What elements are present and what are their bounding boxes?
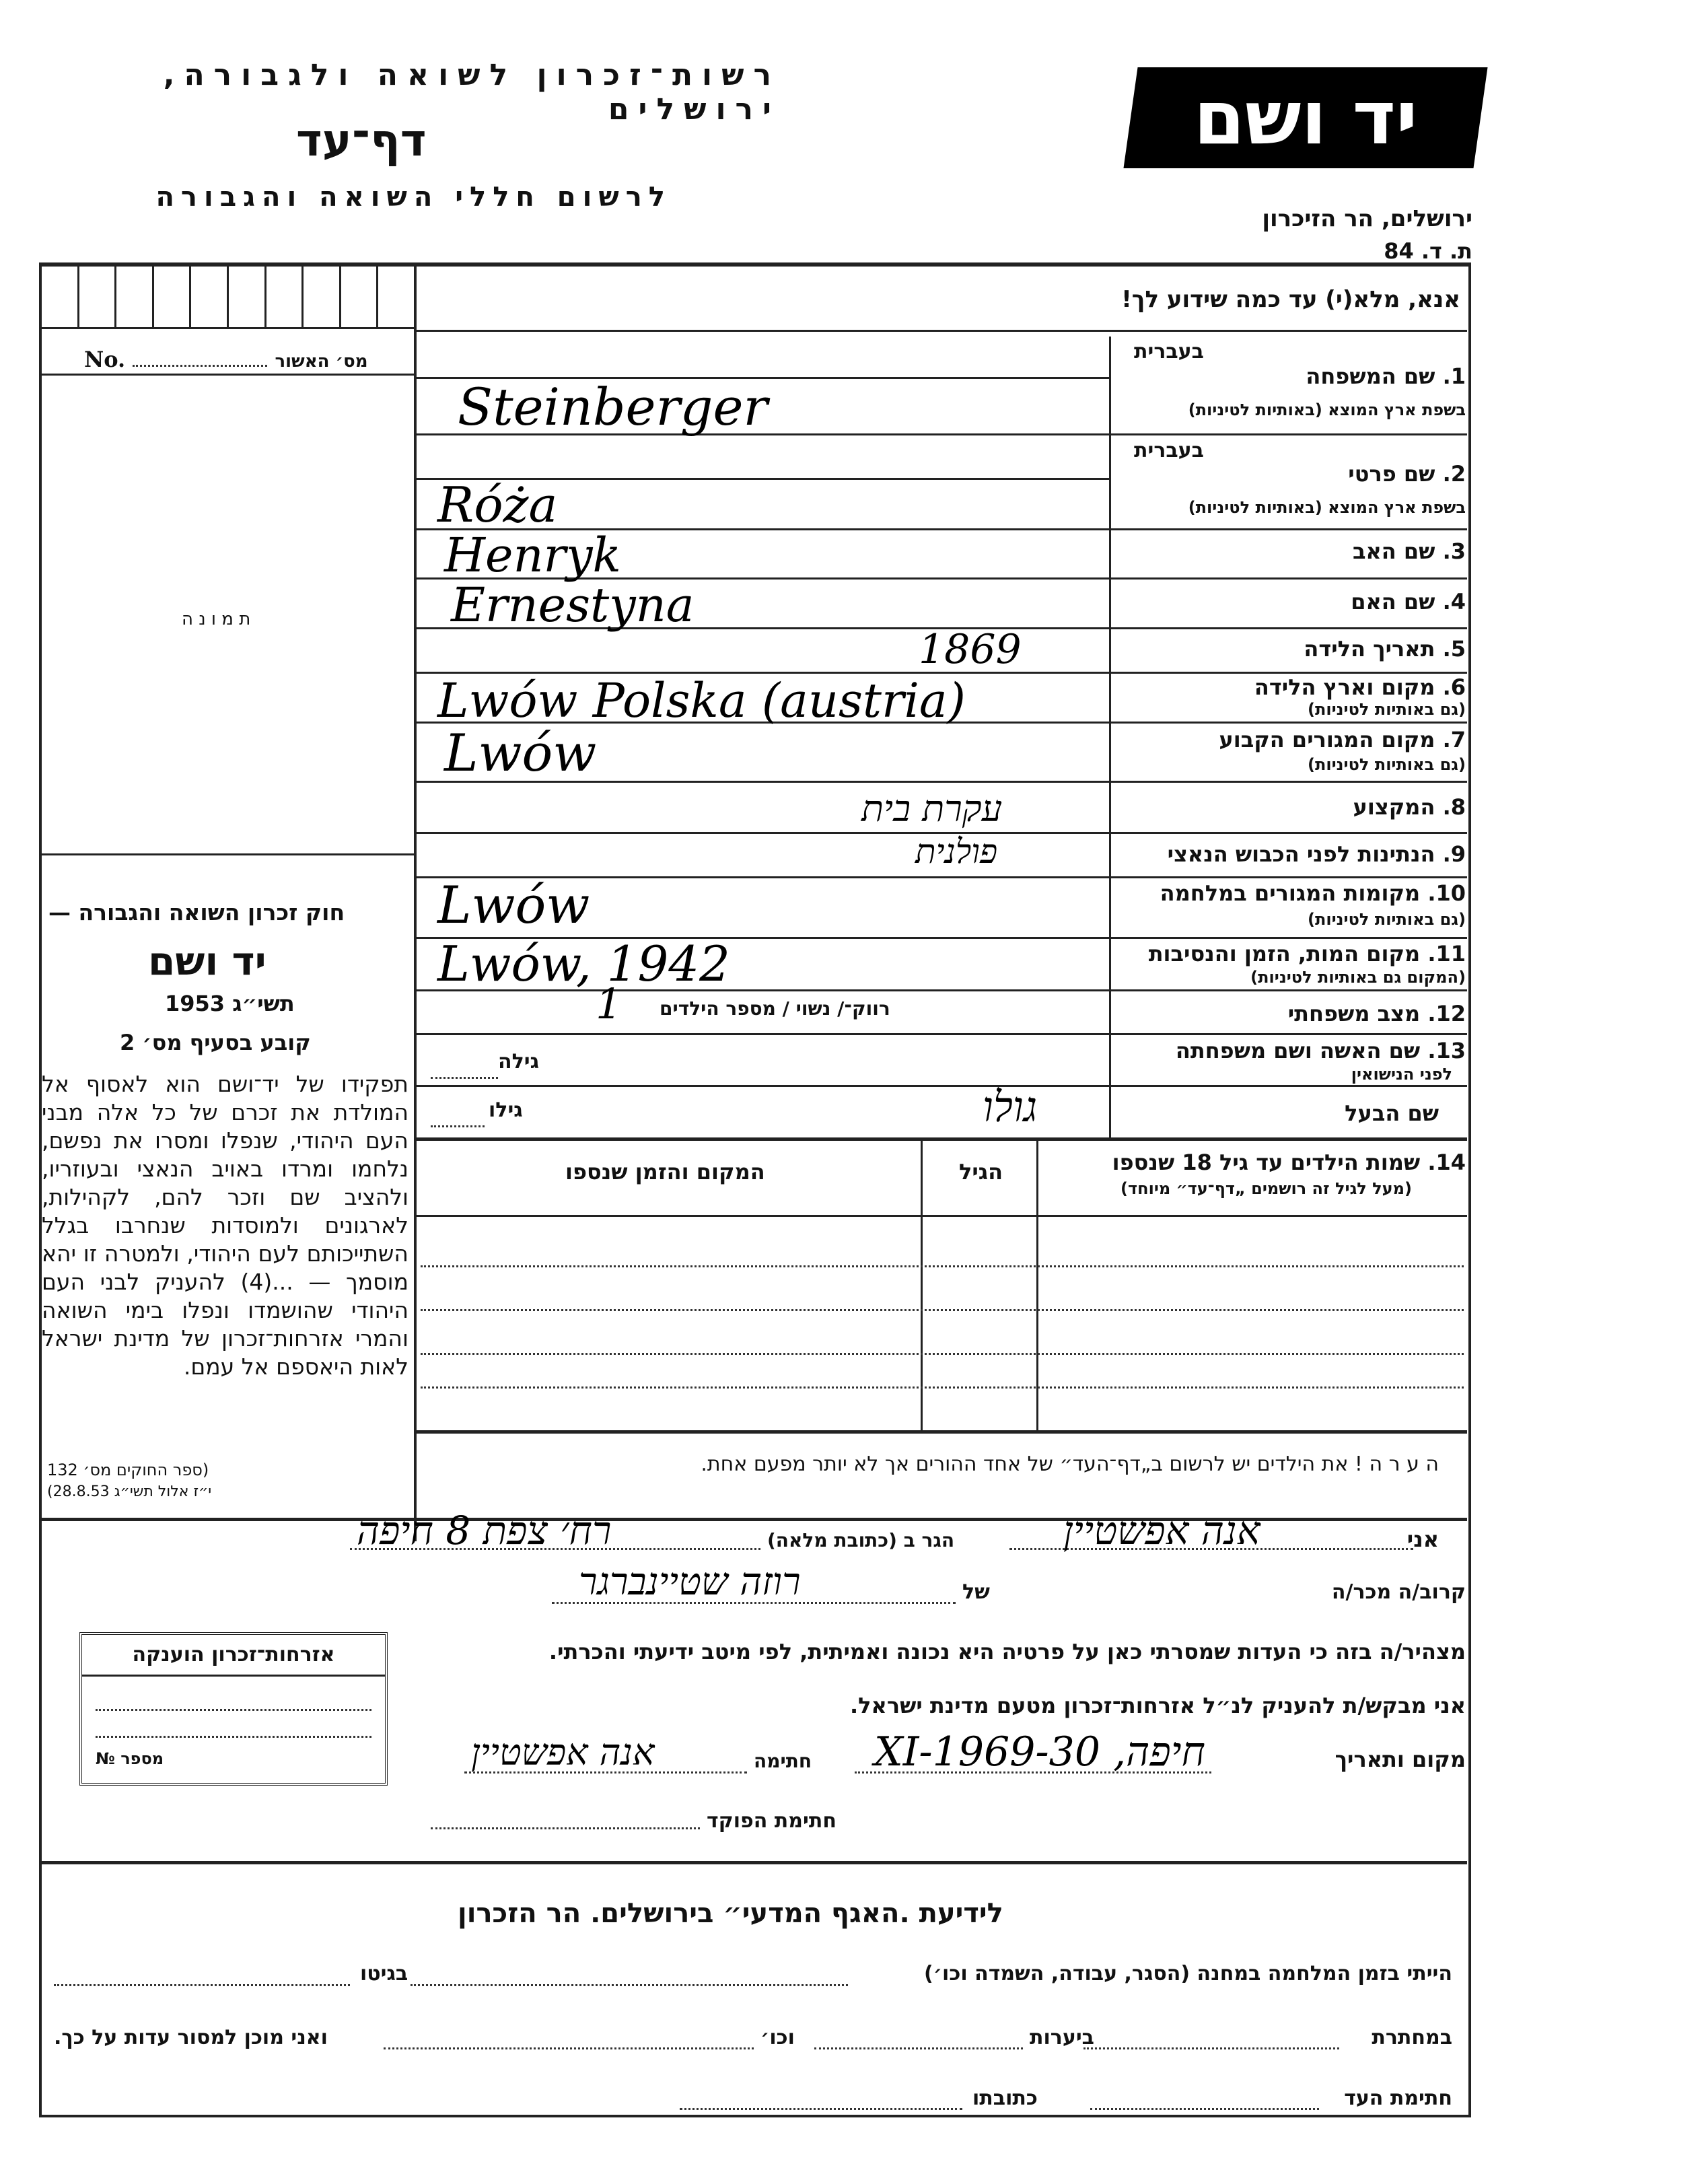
- citizenship-box-title: אזרחות־זכרון הוענקה: [82, 1635, 385, 1677]
- children-subtitle: (מעל לגיל זה רושמים „דף־עד״ מיוחד): [1120, 1179, 1412, 1198]
- institution-name: רשות־זכרון לשואה ולגבורה, ירושלים: [163, 58, 781, 127]
- field-13-hint: לפני הנישואין: [1351, 1065, 1452, 1084]
- law-reference-2: י״ז אלול תשי״ג 28.8.53): [47, 1483, 212, 1500]
- relation-label: קרוב/ה מכר/ה: [1331, 1580, 1466, 1604]
- field-8-label: 8. המקצוע: [1353, 794, 1466, 820]
- code-boxes: [42, 267, 414, 329]
- officer-signature-label: חתימת הפוקד: [707, 1809, 837, 1833]
- field-10-hint: (גם באותיות לטיניות): [1308, 910, 1466, 929]
- wartime-residence-value: Lwów: [437, 875, 590, 935]
- citizenship-box: [79, 1632, 388, 1786]
- footer-camp-label: הייתי בזמן המלחמה במחנה (הסגר, עבודה, השמדה וכו׳): [924, 1962, 1452, 1986]
- footer-etc-label: וכו׳: [760, 2026, 795, 2049]
- law-title: חוק זכרון השואה והגבורה —: [48, 899, 345, 925]
- children-count-value: 1: [596, 979, 622, 1028]
- field-1-hint-top: בעברית: [1134, 340, 1204, 363]
- husband-age-label: גילו: [489, 1098, 523, 1122]
- husband-name-value: גולו: [983, 1082, 1038, 1131]
- declaration-request: אני מבקש/ת להעניק לנ״ל אזרחות־זכרון מטעם מדינת ישראל.: [850, 1693, 1466, 1718]
- declarant-name-value: אנה אפשטיין: [1063, 1508, 1260, 1553]
- field-2-hint-top: בעברית: [1134, 439, 1204, 462]
- form-title: דף־עד: [296, 114, 427, 166]
- law-clause: קובע בסעיף מס׳ 2: [120, 1030, 311, 1055]
- law-year: תשי״ג 1953: [165, 991, 295, 1016]
- address-value: רח׳ צפת 8 חיפה: [357, 1508, 612, 1553]
- birth-place-value: Lwów Polska (austria): [437, 673, 966, 728]
- field-1-hint: בשפת ארץ המוצא (באותיות לטיניות): [1188, 400, 1466, 419]
- field-7-hint: (גם באותיות לטיניות): [1308, 755, 1466, 774]
- address-line-2: ת. ד. 84: [1384, 238, 1472, 264]
- signature-value: אנה אפשטיין: [471, 1731, 655, 1773]
- yad-vashem-logo: יד ושם: [1123, 67, 1487, 168]
- citizenship-number-label: № מספר: [96, 1749, 164, 1768]
- occupation-value: עקרת בית: [861, 787, 1003, 830]
- field-6-hint: (גם באותיות לטיניות): [1308, 700, 1466, 719]
- footer-witness-signature-label: חתימת העד: [1344, 2086, 1452, 2110]
- field-7-label: 7. מקום המגורים הקבוע: [1219, 727, 1466, 752]
- victim-name-value: רוזה שטיינברגר: [579, 1560, 801, 1604]
- mother-name-value: Ernestyna: [451, 577, 695, 633]
- signature-label: חתימה: [754, 1750, 812, 1772]
- birth-date-value: 1869: [919, 626, 1022, 673]
- field-9-label: 9. הנתינות לפני הכבוש הנאצי: [1167, 841, 1466, 867]
- law-reference-1: (ספר החוקים מס׳ 132: [47, 1461, 209, 1479]
- first-name-value: Róża: [437, 477, 558, 533]
- children-note: ה ע ר ה ! את הילדים יש לרשום ב„דף־העד״ של אחד ההורים אך לא יותר מפעם אחת.: [701, 1452, 1439, 1476]
- children-place-header: המקום והזמן שנספו: [565, 1159, 765, 1185]
- residence-value: Lwów: [444, 723, 597, 783]
- law-logo: יד ושם: [148, 938, 266, 984]
- field-12-label: 12. מצב משפחתי: [1287, 1001, 1466, 1026]
- footer-title: לידיעת .האגף המדעי״ בירושלים. הר הזכרון: [458, 1898, 1003, 1929]
- instructions: אנא, מלא(י) עד כמה שידוע לך!: [1121, 286, 1460, 313]
- address-line-1: ירושלים, הר הזיכרון: [1262, 205, 1472, 232]
- of-label: של: [962, 1580, 990, 1604]
- footer-ghetto-label: בגיטו: [360, 1962, 408, 1986]
- field-2-hint: בשפת ארץ המוצא (באותיות לטיניות): [1188, 498, 1466, 517]
- field-10-label: 10. מקומות המגורים במלחמה: [1160, 880, 1466, 906]
- field-4-label: 4. שם האם: [1351, 589, 1466, 614]
- footer-address-label: כתובתו: [972, 2086, 1038, 2110]
- declaration-statement: מצהיר/ה בזה כי העדות שמסרתי כאן על פרטיה היא נכונה ואמיתית, לפי מיטב ידיעתי והכרתי.: [548, 1639, 1466, 1664]
- husband-name-label: שם הבעל: [1345, 1100, 1439, 1126]
- death-place-value: Lwów, 1942: [437, 936, 730, 992]
- resident-label: הגר ב (כתובת מלאה): [767, 1529, 955, 1551]
- place-date-value: חיפה, 30-XI-1969: [874, 1728, 1205, 1776]
- wife-age-label: גילה: [498, 1050, 539, 1074]
- form-subtitle: לרשום חללי השואה והגבורה: [155, 182, 672, 213]
- field-3-label: 3. שם האב: [1352, 538, 1466, 564]
- place-date-label: מקום ותאריך: [1335, 1747, 1466, 1772]
- children-age-header: הגיל: [959, 1159, 1003, 1185]
- field-13-label: 13. שם האשה ושם משפחתה: [1175, 1038, 1466, 1063]
- surname-value: Steinberger: [458, 377, 768, 437]
- label-column-divider: [1109, 337, 1111, 1137]
- marital-hint: רווק־/ נשוי / מספר הילדים: [660, 997, 890, 1020]
- declaration-prefix: אני: [1407, 1526, 1439, 1552]
- footer-testimony-label: ואני מוכן למסור עדות על כך.: [54, 2026, 328, 2049]
- field-1-label: 1. שם המשפחה: [1306, 363, 1466, 389]
- law-text: תפקידו של יד־ושם הוא לאסוף אל המולדת את זכרם של כל אלה מבני העם היהודי, שנפלו ומסרו את נפשם, נלחמו ומרדו באויב הנאצי ובעוזריו, ולהציב שם וזכר להם, לקהילות, לארגונים ולמוסדות שנחרבו בגלל השתייכותם לעם היהודי, ולמטרה זו יהא מוסמך — ...(4) להעניק לבני העם היהודי שהושמדו ונפלו בימי השואה והמרי אזרחות־זכרון של מדינת ישראל לאות היאספם אל עמם.: [42, 1071, 408, 1380]
- field-6-label: 6. מקום וארץ הלידה: [1254, 674, 1466, 700]
- approval-number: No. מס׳ האשור: [84, 347, 368, 372]
- father-name-value: Henryk: [444, 528, 621, 583]
- field-5-label: 5. תאריך הלידה: [1304, 636, 1466, 662]
- photo-label: ת מ ו נ ה: [182, 609, 251, 629]
- field-11-label: 11. מקום המות, הזמן והנסיבות: [1148, 941, 1466, 967]
- footer-underground-label: במחתרת: [1372, 2026, 1452, 2049]
- footer-forests-label: ביערות: [1030, 2026, 1094, 2049]
- field-2-label: 2. שם פרטי: [1348, 461, 1466, 487]
- nationality-value: פולנית: [915, 832, 998, 871]
- field-11-hint: (המקום גם באותיות לטיניות): [1250, 968, 1466, 987]
- children-title: 14. שמות הילדים עד גיל 18 שנספו: [1112, 1150, 1466, 1175]
- column-divider: [414, 262, 417, 1541]
